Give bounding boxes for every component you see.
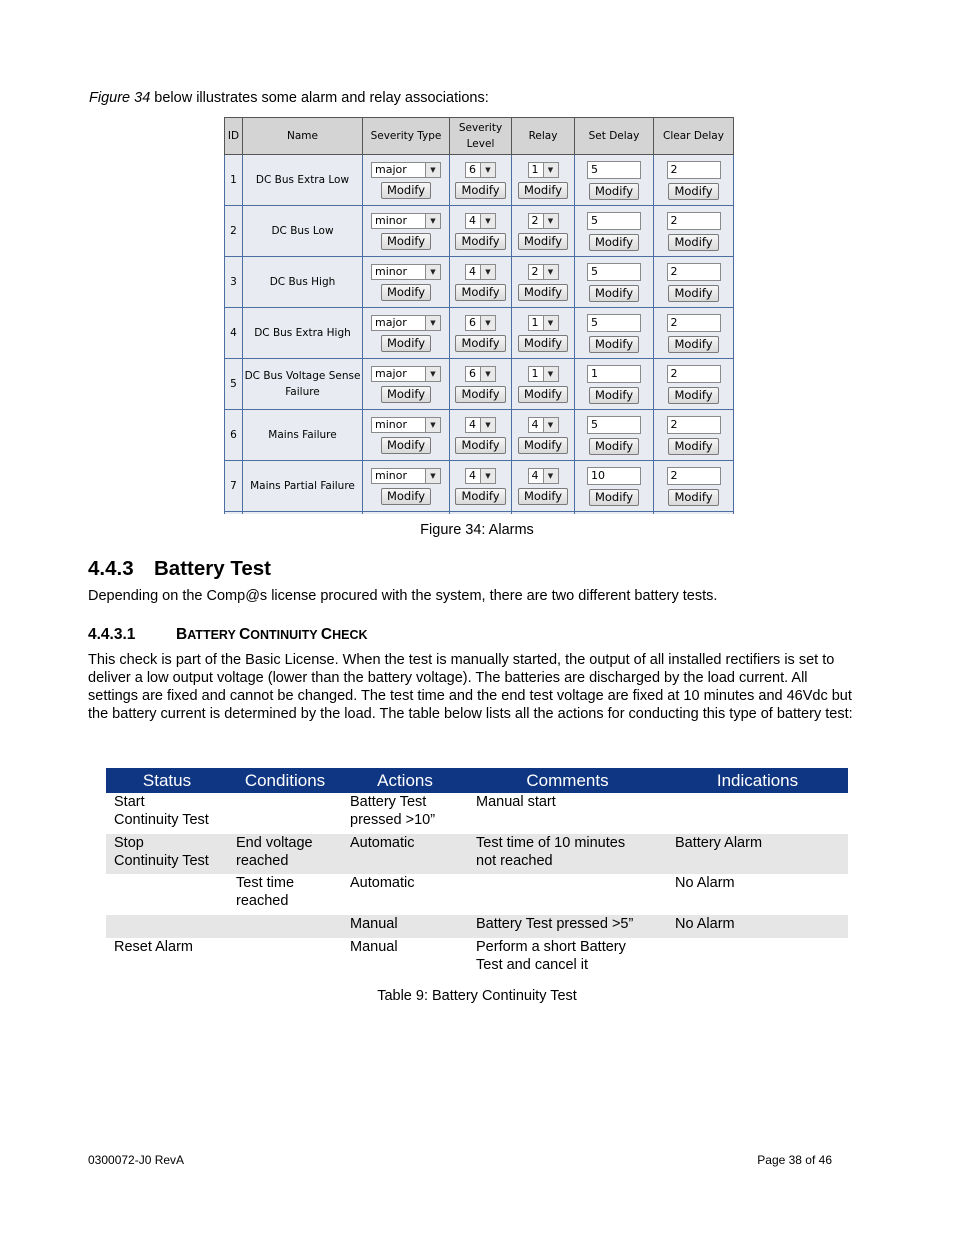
severity-level-value: 6 (469, 316, 476, 329)
severity-level-value: 4 (469, 265, 476, 278)
header-status: Status (106, 768, 228, 793)
relay-controls (512, 315, 574, 352)
clear-delay-cell (654, 155, 734, 206)
battery-table-row (106, 938, 848, 979)
clear-delay-controls (654, 212, 733, 251)
alarm-id: 5 (225, 359, 243, 410)
severity-level-cell (450, 257, 512, 308)
alarm-table (224, 117, 734, 514)
severity-type-cell (363, 461, 450, 512)
battery-table-row (106, 915, 848, 938)
clear-delay-cell (654, 308, 734, 359)
header-set-delay: Set Delay (575, 118, 654, 155)
relay-value: 1 (531, 163, 539, 176)
severity-level-select[interactable] (465, 468, 496, 484)
cell-status: Reset Alarm (114, 939, 193, 955)
dropdown-arrow-icon[interactable]: ▼ (480, 367, 495, 381)
dropdown-arrow-icon[interactable]: ▼ (425, 469, 440, 483)
dropdown-arrow-icon[interactable]: ▼ (425, 367, 440, 381)
modify-button[interactable]: Modify (668, 336, 718, 353)
severity-type-value: minor (375, 265, 407, 278)
modify-button[interactable]: Modify (381, 437, 431, 454)
alarm-table-body (225, 155, 734, 515)
cell-status: Stop Continuity Test (106, 834, 228, 874)
dropdown-arrow-icon[interactable]: ▼ (480, 214, 495, 228)
modify-button[interactable]: Modify (455, 437, 505, 454)
modify-button[interactable]: Modify (455, 284, 505, 301)
severity-type-controls (363, 315, 449, 352)
alarm-row (225, 257, 734, 308)
severity-type-value: major (375, 316, 407, 329)
set-delay-input[interactable]: 5 (587, 161, 641, 179)
clear-delay-controls (654, 263, 733, 302)
modify-button[interactable]: Modify (518, 182, 568, 199)
clear-delay-input[interactable]: 2 (667, 212, 721, 230)
title-cap-3: C (320, 626, 333, 643)
severity-type-select[interactable] (371, 468, 441, 484)
severity-level-select[interactable] (465, 162, 496, 178)
alarm-table-header-row (225, 118, 734, 155)
clear-delay-input[interactable]: 2 (667, 263, 721, 281)
relay-value: 4 (531, 469, 539, 482)
severity-level-cell (450, 308, 512, 359)
set-delay-input[interactable]: 5 (587, 263, 641, 281)
severity-type-cell (363, 359, 450, 410)
clear-delay-cell (654, 257, 734, 308)
severity-type-cell (363, 155, 450, 206)
dropdown-arrow-icon[interactable]: ▼ (543, 265, 558, 279)
severity-level-controls (450, 468, 511, 505)
severity-type-value: major (375, 367, 407, 380)
set-delay-controls (575, 212, 653, 251)
relay-cell (512, 155, 575, 206)
title-rest-1: ATTERY (187, 628, 240, 642)
title-rest-3: HECK (332, 628, 368, 642)
severity-level-select[interactable] (465, 417, 496, 433)
clear-delay-input[interactable]: 2 (667, 467, 721, 485)
cell-indications (667, 938, 848, 979)
alarm-row (225, 308, 734, 359)
cutoff-cell (225, 512, 243, 515)
clear-delay-cell (654, 410, 734, 461)
severity-type-value: minor (375, 469, 407, 482)
severity-type-value: minor (375, 214, 407, 227)
relay-select[interactable] (528, 213, 559, 229)
cell-indications: No Alarm (675, 875, 735, 891)
alarm-name: DC Bus Extra High (243, 308, 363, 359)
modify-button[interactable]: Modify (589, 234, 639, 251)
relay-value: 4 (531, 418, 539, 431)
dropdown-arrow-icon[interactable]: ▼ (543, 469, 558, 483)
alarm-name: Mains Failure (243, 410, 363, 461)
cell-comments: Perform a short Battery Test and cancel it (476, 939, 626, 973)
clear-delay-controls (654, 467, 733, 506)
severity-level-controls (450, 315, 511, 352)
modify-button[interactable]: Modify (668, 438, 718, 455)
relay-controls (512, 213, 574, 250)
subsection-paragraph: This check is part of the Basic License. When the test is manually started, the output of all installed rectifiers is set to deliver a low output voltage (lower than the battery voltage). The batteries are discharged by the load current. All settings are fixed and cannot be changed. The test time and the end test voltage are fixed at 10 minutes and 46Vdc but the battery current is determined by the load. The table below lists all the actions for conducting this type of battery test: (88, 652, 853, 722)
set-delay-input[interactable]: 5 (587, 314, 641, 332)
battery-table-row (106, 874, 848, 915)
cell-status (106, 915, 228, 938)
alarm-id: 1 (225, 155, 243, 206)
modify-button[interactable]: Modify (589, 285, 639, 302)
severity-level-cell (450, 359, 512, 410)
cell-status: Start Continuity Test (114, 794, 209, 828)
modify-button[interactable]: Modify (455, 488, 505, 505)
severity-level-value: 4 (469, 214, 476, 227)
header-relay: Relay (512, 118, 575, 155)
cell-actions: Automatic (342, 834, 468, 874)
alarm-row (225, 410, 734, 461)
severity-type-value: major (375, 163, 407, 176)
section-title: Battery Test (154, 557, 271, 580)
relay-select[interactable] (528, 417, 559, 433)
cell-actions: Manual (350, 939, 398, 955)
header-severity-level: Severity Level (450, 118, 512, 155)
cell-status (106, 874, 228, 915)
cell-comments (468, 874, 667, 915)
cell-actions: Manual (342, 915, 468, 938)
severity-level-controls (450, 162, 511, 199)
modify-button[interactable]: Modify (381, 182, 431, 199)
severity-type-controls (363, 468, 449, 505)
cutoff-cell (512, 512, 575, 515)
dropdown-arrow-icon[interactable]: ▼ (425, 418, 440, 432)
dropdown-arrow-icon[interactable]: ▼ (543, 367, 558, 381)
alarm-name: DC Bus Extra Low (243, 155, 363, 206)
figure-caption: Figure 34: Alarms (420, 522, 534, 538)
cell-comments: Manual start (476, 794, 556, 810)
modify-button[interactable]: Modify (589, 336, 639, 353)
relay-value: 1 (531, 316, 539, 329)
severity-level-cell (450, 410, 512, 461)
cutoff-cell (363, 512, 450, 515)
severity-type-cell (363, 206, 450, 257)
battery-test-table (106, 768, 848, 979)
clear-delay-input[interactable]: 2 (667, 161, 721, 179)
modify-button[interactable]: Modify (518, 437, 568, 454)
modify-button[interactable]: Modify (455, 335, 505, 352)
dropdown-arrow-icon[interactable]: ▼ (480, 163, 495, 177)
severity-level-select[interactable] (465, 366, 496, 382)
severity-type-select[interactable] (371, 366, 441, 382)
title-rest-2: ONTINUITY (250, 628, 321, 642)
cell-conditions (228, 793, 342, 834)
clear-delay-controls (654, 416, 733, 455)
severity-level-cell (450, 206, 512, 257)
cutoff-cell (243, 512, 363, 515)
severity-level-controls (450, 264, 511, 301)
relay-select[interactable] (528, 315, 559, 331)
header-indications: Indications (667, 768, 848, 793)
cutoff-cell (654, 512, 734, 515)
severity-level-cell (450, 461, 512, 512)
clear-delay-controls (654, 314, 733, 353)
severity-level-select[interactable] (465, 315, 496, 331)
section-heading (88, 557, 271, 581)
set-delay-cell (575, 359, 654, 410)
cell-indications (667, 793, 848, 834)
intro-paragraph (89, 90, 489, 106)
set-delay-input[interactable]: 5 (587, 212, 641, 230)
modify-button[interactable]: Modify (668, 489, 718, 506)
modify-button[interactable]: Modify (589, 438, 639, 455)
modify-button[interactable]: Modify (381, 335, 431, 352)
cell-conditions (228, 938, 342, 979)
clear-delay-controls (654, 365, 733, 404)
cell-indications: No Alarm (667, 915, 848, 938)
relay-select[interactable] (528, 162, 559, 178)
set-delay-controls (575, 416, 653, 455)
alarm-name: Mains Partial Failure (243, 461, 363, 512)
cell-actions: Automatic (350, 875, 415, 891)
dropdown-arrow-icon[interactable]: ▼ (425, 316, 440, 330)
set-delay-input[interactable]: 10 (587, 467, 641, 485)
alarm-id: 2 (225, 206, 243, 257)
dropdown-arrow-icon[interactable]: ▼ (480, 418, 495, 432)
severity-level-value: 6 (469, 163, 476, 176)
modify-button[interactable]: Modify (381, 386, 431, 403)
relay-cell (512, 257, 575, 308)
header-comments: Comments (468, 768, 667, 793)
modify-button[interactable]: Modify (455, 233, 505, 250)
header-name: Name (243, 118, 363, 155)
footer-doc-id: 0300072-J0 RevA (88, 1153, 185, 1167)
modify-button[interactable]: Modify (381, 284, 431, 301)
header-conditions: Conditions (228, 768, 342, 793)
modify-button[interactable]: Modify (589, 183, 639, 200)
battery-table-header-row (106, 768, 848, 793)
cell-conditions (228, 915, 342, 938)
battery-table-body (106, 793, 848, 979)
set-delay-cell (575, 206, 654, 257)
clear-delay-cell (654, 359, 734, 410)
set-delay-input[interactable]: 5 (587, 416, 641, 434)
dropdown-arrow-icon[interactable]: ▼ (543, 163, 558, 177)
modify-button[interactable]: Modify (518, 233, 568, 250)
footer-page-number: Page 38 of 46 (757, 1153, 832, 1167)
clear-delay-input[interactable]: 2 (667, 416, 721, 434)
severity-type-controls (363, 366, 449, 403)
cell-actions: Battery Test pressed >10” (350, 794, 436, 828)
dropdown-arrow-icon[interactable]: ▼ (480, 316, 495, 330)
set-delay-controls (575, 263, 653, 302)
modify-button[interactable]: Modify (668, 183, 718, 200)
relay-cell (512, 308, 575, 359)
set-delay-cell (575, 410, 654, 461)
relay-select[interactable] (528, 264, 559, 280)
severity-type-cell (363, 257, 450, 308)
clear-delay-cell (654, 461, 734, 512)
dropdown-arrow-icon[interactable]: ▼ (425, 163, 440, 177)
header-id: ID (225, 118, 243, 155)
alarm-row (225, 155, 734, 206)
alarm-row (225, 206, 734, 257)
modify-button[interactable]: Modify (589, 489, 639, 506)
relay-controls (512, 366, 574, 403)
alarm-row (225, 359, 734, 410)
cell-comments: Test time of 10 minutes not reached (468, 834, 667, 874)
clear-delay-controls (654, 161, 733, 200)
modify-button[interactable]: Modify (455, 386, 505, 403)
dropdown-arrow-icon[interactable]: ▼ (543, 316, 558, 330)
severity-type-select[interactable] (371, 315, 441, 331)
dropdown-arrow-icon[interactable]: ▼ (543, 418, 558, 432)
clear-delay-input[interactable]: 2 (667, 365, 721, 383)
alarm-id: 3 (225, 257, 243, 308)
severity-type-cell (363, 410, 450, 461)
modify-button[interactable]: Modify (381, 233, 431, 250)
severity-level-controls (450, 417, 511, 454)
relay-value: 2 (531, 265, 539, 278)
relay-controls (512, 417, 574, 454)
dropdown-arrow-icon[interactable]: ▼ (480, 265, 495, 279)
intro-text: below illustrates some alarm and relay associations: (150, 90, 489, 106)
severity-type-select[interactable] (371, 417, 441, 433)
modify-button[interactable]: Modify (518, 488, 568, 505)
modify-button[interactable]: Modify (381, 488, 431, 505)
set-delay-cell (575, 308, 654, 359)
severity-type-select[interactable] (371, 264, 441, 280)
severity-type-controls (363, 264, 449, 301)
alarm-id: 7 (225, 461, 243, 512)
severity-level-value: 4 (469, 418, 476, 431)
relay-cell (512, 461, 575, 512)
relay-cell (512, 206, 575, 257)
alarm-id: 6 (225, 410, 243, 461)
cell-indications: Battery Alarm (667, 834, 848, 874)
set-delay-input[interactable]: 1 (587, 365, 641, 383)
relay-cell (512, 359, 575, 410)
cell-conditions: Test time reached (236, 875, 295, 909)
relay-select[interactable] (528, 468, 559, 484)
severity-type-controls (363, 213, 449, 250)
modify-button[interactable]: Modify (518, 284, 568, 301)
severity-type-controls (363, 417, 449, 454)
alarm-name: DC Bus Voltage Sense Failure (243, 359, 363, 410)
dropdown-arrow-icon[interactable]: ▼ (480, 469, 495, 483)
cutoff-cell (450, 512, 512, 515)
severity-level-controls (450, 213, 511, 250)
severity-level-select[interactable] (465, 264, 496, 280)
cutoff-cell (575, 512, 654, 515)
relay-cell (512, 410, 575, 461)
set-delay-cell (575, 461, 654, 512)
alarm-table-cutoff-row (225, 512, 734, 515)
set-delay-controls (575, 161, 653, 200)
severity-type-value: minor (375, 418, 407, 431)
section-paragraph: Depending on the Comp@s license procured with the system, there are two different battery tests. (88, 588, 718, 604)
relay-value: 2 (531, 214, 539, 227)
figure-reference: Figure 34 (89, 90, 151, 106)
cell-conditions: End voltage reached (228, 834, 342, 874)
severity-type-select[interactable] (371, 213, 441, 229)
set-delay-controls (575, 467, 653, 506)
set-delay-cell (575, 257, 654, 308)
relay-controls (512, 468, 574, 505)
battery-table-row (106, 793, 848, 834)
modify-button[interactable]: Modify (455, 182, 505, 199)
dropdown-arrow-icon[interactable]: ▼ (425, 214, 440, 228)
severity-level-value: 6 (469, 367, 476, 380)
modify-button[interactable]: Modify (589, 387, 639, 404)
subsection-heading (88, 626, 368, 644)
clear-delay-input[interactable]: 2 (667, 314, 721, 332)
modify-button[interactable]: Modify (668, 234, 718, 251)
set-delay-controls (575, 365, 653, 404)
title-cap-2: C (239, 626, 251, 643)
alarm-name: DC Bus Low (243, 206, 363, 257)
dropdown-arrow-icon[interactable]: ▼ (543, 214, 558, 228)
header-severity-type: Severity Type (363, 118, 450, 155)
severity-level-select[interactable] (465, 213, 496, 229)
alarm-name: DC Bus High (243, 257, 363, 308)
subsection-number: 4.4.3.1 (88, 626, 136, 643)
header-clear-delay: Clear Delay (654, 118, 734, 155)
relay-controls (512, 264, 574, 301)
severity-level-value: 4 (469, 469, 476, 482)
relay-value: 1 (531, 367, 539, 380)
relay-controls (512, 162, 574, 199)
severity-type-cell (363, 308, 450, 359)
severity-type-select[interactable] (371, 162, 441, 178)
severity-level-cell (450, 155, 512, 206)
alarm-id: 4 (225, 308, 243, 359)
modify-button[interactable]: Modify (518, 386, 568, 403)
dropdown-arrow-icon[interactable]: ▼ (425, 265, 440, 279)
header-actions: Actions (342, 768, 468, 793)
section-number: 4.4.3 (88, 557, 134, 580)
modify-button[interactable]: Modify (518, 335, 568, 352)
set-delay-cell (575, 155, 654, 206)
modify-button[interactable]: Modify (668, 285, 718, 302)
severity-type-controls (363, 162, 449, 199)
title-cap-1: B (176, 626, 188, 643)
table-caption: Table 9: Battery Continuity Test (377, 988, 577, 1004)
relay-select[interactable] (528, 366, 559, 382)
cell-comments: Battery Test pressed >5” (468, 915, 667, 938)
severity-level-controls (450, 366, 511, 403)
battery-table-row (106, 834, 848, 874)
set-delay-controls (575, 314, 653, 353)
alarm-row (225, 461, 734, 512)
modify-button[interactable]: Modify (668, 387, 718, 404)
clear-delay-cell (654, 206, 734, 257)
